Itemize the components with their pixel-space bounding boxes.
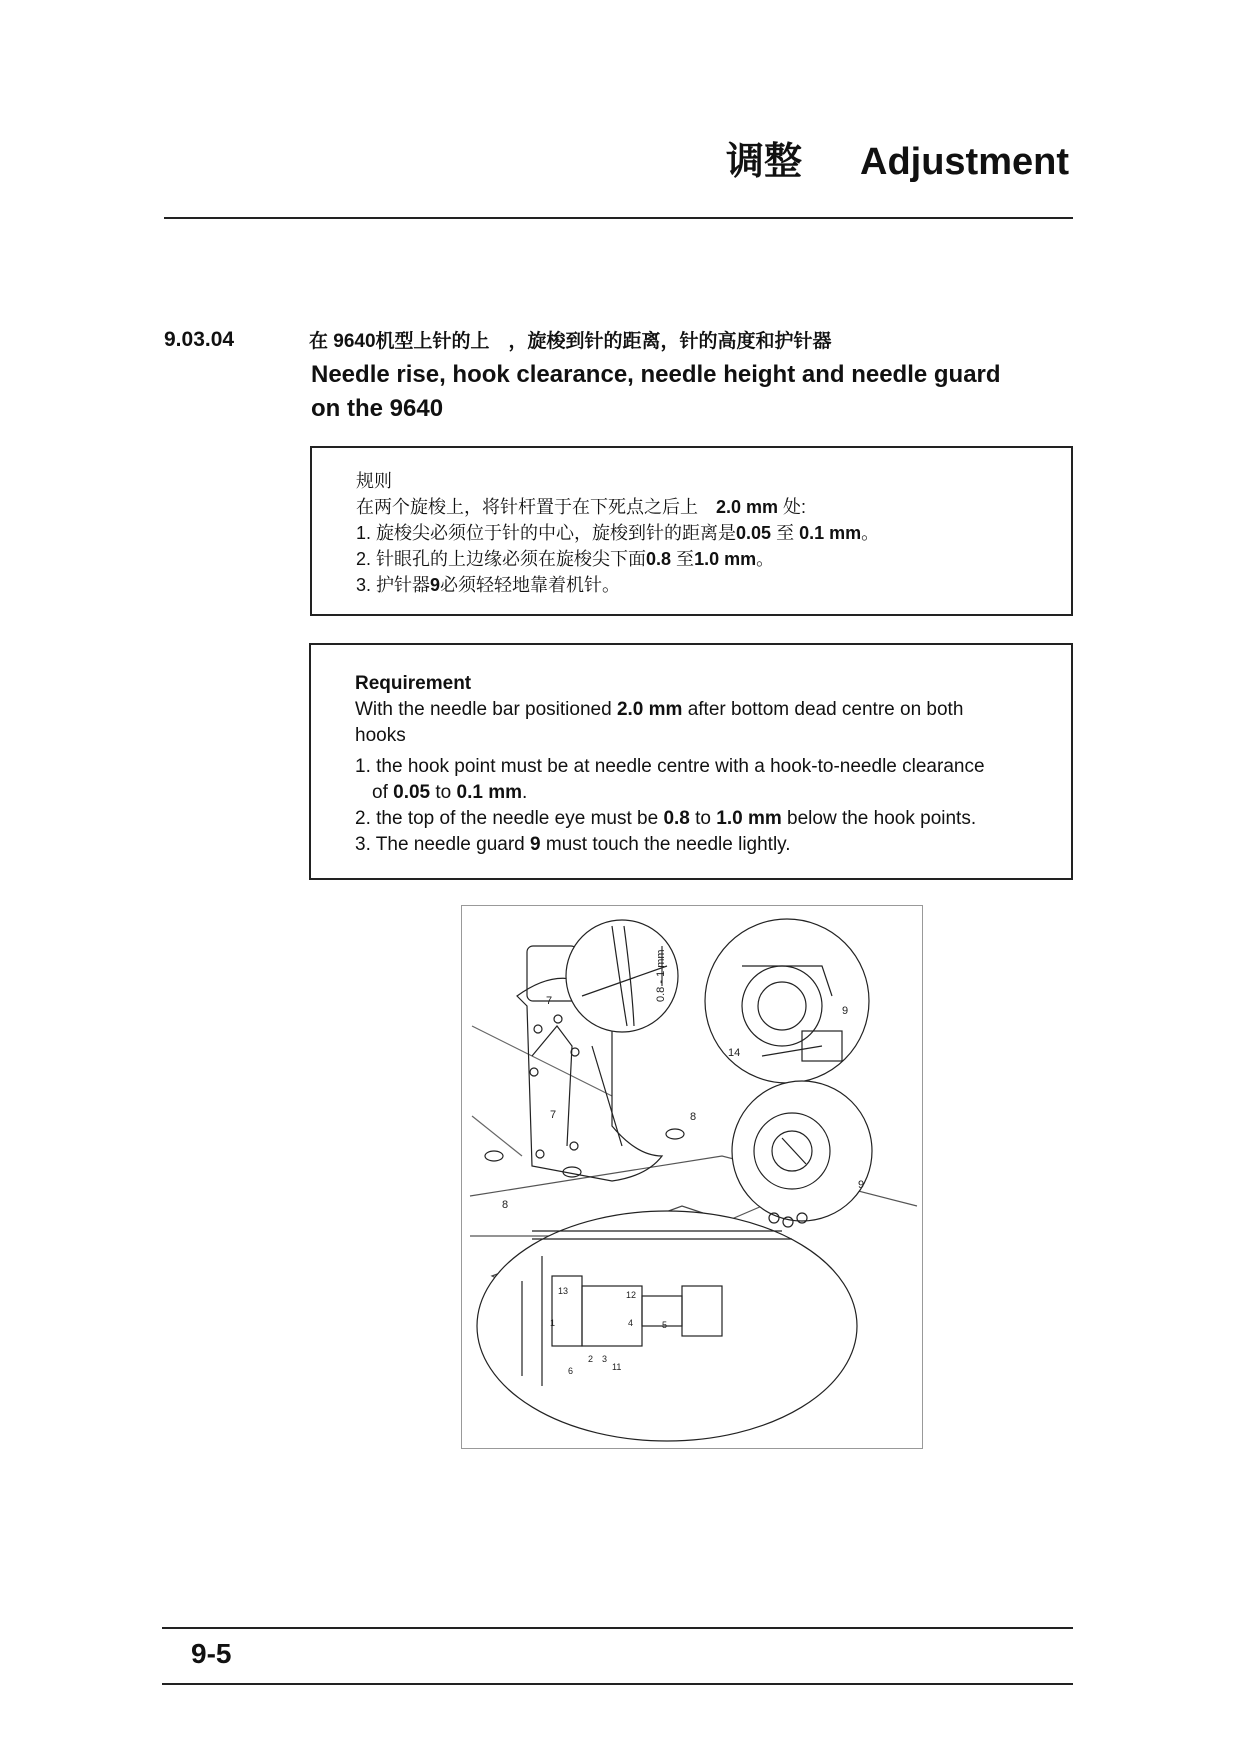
adjustment-illustration <box>461 905 923 1449</box>
text-span: 。 <box>861 523 880 543</box>
page-header-title <box>726 130 1069 185</box>
section-title-en-line2: on the 9640 <box>311 395 444 422</box>
value-bold: 0.05 <box>393 782 431 803</box>
requirement-item-3-en <box>355 832 1055 858</box>
footer-divider-top <box>162 1627 1073 1629</box>
text-span: to <box>430 782 457 803</box>
callout-label: 12 <box>626 1290 637 1300</box>
section-title-en <box>311 358 1071 426</box>
text-span: 至 <box>671 549 695 569</box>
section-title-en-line1: Needle rise, hook clearance, needle height and needle guard <box>311 361 1001 388</box>
value-bold: 2.0 mm <box>716 497 779 517</box>
value-bold: 0.1 mm <box>456 782 522 803</box>
text-span: after bottom dead centre on both <box>682 699 964 720</box>
text-span: . <box>522 782 528 803</box>
value-bold: 0.8 <box>646 549 672 569</box>
callout-label: 4 <box>628 1318 634 1328</box>
text-span: 必须轻轻地靠着机针。 <box>440 575 621 595</box>
text-span: With the needle bar positioned <box>355 699 617 720</box>
text-span: 至 <box>771 523 800 543</box>
text-span: 2. the top of the needle eye must be <box>355 808 664 829</box>
callout-label: 9 <box>858 1179 865 1191</box>
header-divider <box>164 217 1073 219</box>
requirement-intro-cn <box>356 494 879 520</box>
callout-label: 9 <box>842 1005 849 1017</box>
section-title-cn: 在 9640机型上针的上 ，旋梭到针的距离，针的高度和护针器 <box>309 331 832 352</box>
callout-label: 6 <box>568 1366 574 1376</box>
callout-label: 11 <box>612 1362 622 1372</box>
value-bold: 9 <box>430 575 441 595</box>
requirement-item-2-en <box>355 806 1055 832</box>
requirement-intro-en <box>355 697 1055 723</box>
section-number: 9.03.04 <box>164 328 235 351</box>
text-span: must touch the needle lightly. <box>540 834 791 855</box>
requirement-item-3-cn <box>356 572 879 598</box>
text-span: 在两个旋梭上，将针杆置于在下死点之后上 <box>356 497 698 517</box>
text-span: 2. 针眼孔的上边缘必须在旋梭尖下面 <box>356 549 647 569</box>
value-bold: 0.05 <box>736 523 772 543</box>
requirement-heading-en: Requirement <box>355 673 472 694</box>
callout-label: 13 <box>558 1286 569 1296</box>
page-number: 9-5 <box>191 1638 232 1669</box>
text-span: below the hook points. <box>781 808 977 829</box>
detail-label: 0.8 - 1 mm <box>655 949 667 1002</box>
requirement-item-1-cn <box>356 520 879 546</box>
callout-label: 5 <box>662 1320 668 1330</box>
value-bold: 1.0 mm <box>694 549 757 569</box>
text-span: 1. 旋梭尖必须位于针的中心，旋梭到针的距离是 <box>356 523 737 543</box>
callout-label: 7 <box>550 1109 557 1121</box>
callout-label: 7 <box>546 995 553 1007</box>
text-span: 3. 护针器 <box>356 575 431 595</box>
text-span: 3. The needle guard <box>355 834 531 855</box>
requirement-box-cn <box>310 446 1073 616</box>
footer-divider-bottom <box>162 1683 1073 1685</box>
callout-label: 14 <box>728 1047 741 1059</box>
text-span: 处: <box>778 497 807 517</box>
text-span: to <box>689 808 717 829</box>
value-bold: 1.0 mm <box>716 808 782 829</box>
text-span: of <box>372 782 394 803</box>
callout-label: 3 <box>602 1354 608 1364</box>
requirement-intro-en-cont: hooks <box>355 725 406 746</box>
callout-label: 8 <box>690 1111 697 1123</box>
requirement-box-en <box>309 643 1073 880</box>
callout-label: 8 <box>502 1199 509 1211</box>
requirement-item-1-en: 1. the hook point must be at needle centre with a hook-to-needle clearance <box>355 756 985 777</box>
value-bold: 2.0 mm <box>616 699 683 720</box>
machine-line-drawing <box>462 906 922 1448</box>
value-bold: 0.8 <box>663 808 690 829</box>
text-span: 。 <box>756 549 775 569</box>
requirement-item-1-en-cont <box>355 780 1055 806</box>
header-title-cn: 调整 <box>725 141 802 183</box>
callout-label: 2 <box>588 1354 594 1364</box>
header-title-en: Adjustment <box>860 141 1069 183</box>
value-bold: 0.1 mm <box>799 523 862 543</box>
requirement-item-2-cn <box>356 546 879 572</box>
value-bold: 9 <box>530 834 541 855</box>
requirement-heading-cn: 规则 <box>356 471 392 491</box>
callout-label: 1 <box>550 1318 556 1328</box>
